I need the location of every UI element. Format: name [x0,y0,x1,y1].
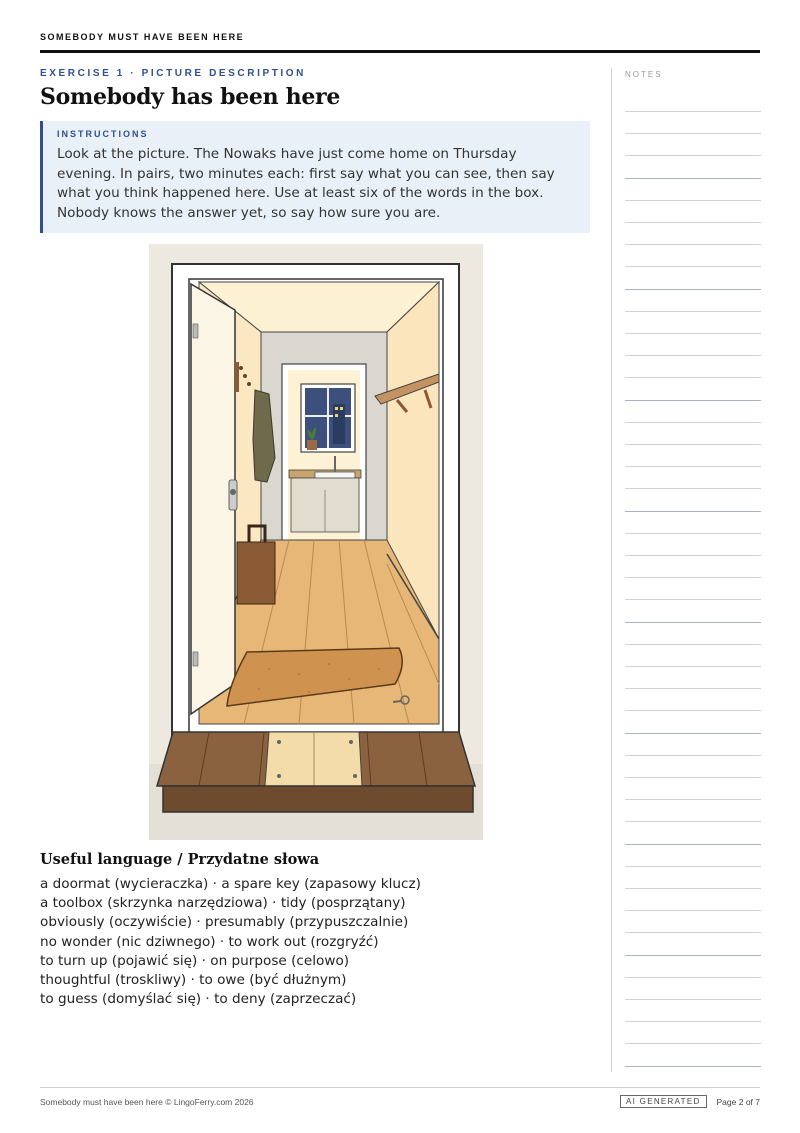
note-line [625,1066,761,1067]
notes-column [611,68,761,1072]
note-line [625,400,761,401]
note-line [625,289,761,290]
word-line: thoughtful (troskliwy) · to owe (być dłużnym) [40,972,347,989]
note-line [625,377,761,378]
note-line [625,777,761,778]
note-line [625,666,761,667]
note-line [625,222,761,223]
instructions-label: INSTRUCTIONS [57,129,149,139]
note-line [625,200,761,201]
note-line [625,999,761,1000]
note-line [625,555,761,556]
footer-rule [40,1087,760,1088]
note-line [625,888,761,889]
note-line [625,311,761,312]
word-line: a doormat (wycieraczka) · a spare key (zapasowy klucz) [40,876,421,892]
note-line [625,155,761,156]
useful-language-title: Useful language / Przydatne słowa [40,851,320,868]
note-line [625,955,761,956]
ai-generated-badge: AI GENERATED [620,1095,707,1108]
note-line [625,333,761,334]
word-line: no wonder (nic dziwnego) · to work out (rozgryźć) [40,933,379,950]
note-line [625,644,761,645]
hallway-illustration [149,244,483,840]
note-line [625,599,761,600]
useful-language [40,851,592,1009]
word-line: to turn up (pojawić się) · on purpose (celowo) [40,952,350,969]
word-line: obviously (oczywiście) · presumably (przypuszczalnie) [40,914,409,931]
note-line [625,1043,761,1044]
notes-label: NOTES [625,70,663,79]
page-title: Somebody has been here [40,84,341,110]
note-line [625,622,761,623]
note-line [625,355,761,356]
note-line [625,244,761,245]
note-line [625,755,761,756]
note-line [625,488,761,489]
note-line [625,733,761,734]
instructions-text: Look at the picture. The Nowaks have just come home on Thursday evening. In pairs, two minutes each: first say what you can see, then say what you think happened here. Use at least six of the words in the box. Nobody knows the answer yet, so say how sure you are. [57,146,555,221]
note-line [625,444,761,445]
note-line [625,688,761,689]
footer-copyright: Somebody must have been here © LingoFerry.com 2026 [40,1097,254,1107]
note-line [625,577,761,578]
note-line [625,932,761,933]
note-line [625,178,761,179]
note-line [625,422,761,423]
word-line: to guess (domyślać się) · to deny (zaprzeczać) [40,991,357,1008]
word-box [40,875,592,1009]
note-line [625,266,761,267]
instructions-box [40,121,590,233]
note-line [625,133,761,134]
note-line [625,710,761,711]
note-line [625,866,761,867]
note-line [625,466,761,467]
note-line [625,910,761,911]
note-line [625,1021,761,1022]
page-number: Page 2 of 7 [716,1097,760,1107]
header-rule [40,50,760,53]
note-line [625,799,761,800]
running-title: SOMEBODY MUST HAVE BEEN HERE [40,32,245,42]
word-line: a toolbox (skrzynka narzędziowa) · tidy (posprzątany) [40,895,406,912]
note-line [625,111,761,112]
note-line [625,511,761,512]
note-line [625,844,761,845]
note-line [625,821,761,822]
note-line [625,977,761,978]
main-column [40,68,592,233]
exercise-eyebrow: EXERCISE 1 · PICTURE DESCRIPTION [40,68,307,79]
note-line [625,533,761,534]
